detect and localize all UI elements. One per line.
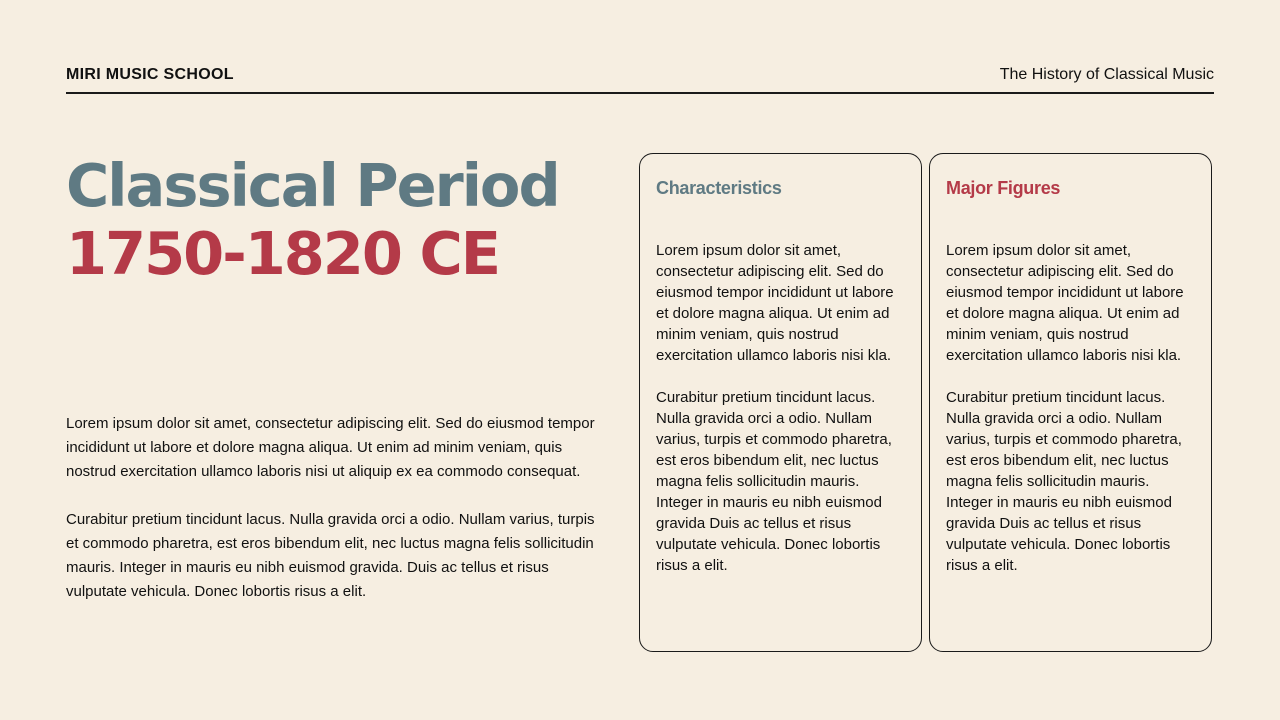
card-paragraph: Curabitur pretium tincidunt lacus. Nulla gravida orci a odio. Nullam varius, turpis et commodo pharetra, est eros bibendum elit, nec luctus magna felis sollicitudin mauris. Integer in mauris eu nibh euismod gravida Duis ac tellus et risus vulputate vehicula. Donec lobortis risus a elit. — [656, 389, 892, 574]
major-figures-card — [929, 153, 1212, 652]
characteristics-card-body — [656, 240, 905, 576]
slide-title — [66, 152, 626, 288]
intro-text — [66, 412, 606, 628]
slide-header — [66, 64, 1214, 94]
intro-paragraph: Lorem ipsum dolor sit amet, consectetur adipiscing elit. Sed do eiusmod tempor incididunt ut labore et dolore magna aliqua. Ut enim ad minim veniam, quis nostrud exercitation ullamco laboris nisi ut aliquip ex ea commodo consequat. — [66, 415, 595, 480]
major-figures-card-body — [946, 240, 1195, 576]
school-name: MIRI MUSIC SCHOOL — [66, 66, 234, 83]
card-paragraph: Lorem ipsum dolor sit amet, consectetur adipiscing elit. Sed do eiusmod tempor incididunt ut labore et dolore magna aliqua. Ut enim ad minim veniam, quis nostrud exercitation ullamco laboris nisi kla. — [946, 242, 1184, 364]
intro-paragraph: Curabitur pretium tincidunt lacus. Nulla gravida orci a odio. Nullam varius, turpis et commodo pharetra, est eros bibendum elit, nec luctus magna felis sollicitudin mauris. Integer in mauris eu nibh euismod gravida. Duis ac tellus et risus vulputate vehicula. Donec lobortis risus a elit. — [66, 511, 595, 600]
characteristics-card-title: Characteristics — [656, 178, 782, 198]
title-period-name: Classical Period — [66, 151, 559, 220]
title-date-range: 1750-1820 CE — [66, 219, 500, 288]
card-paragraph: Curabitur pretium tincidunt lacus. Nulla gravida orci a odio. Nullam varius, turpis et commodo pharetra, est eros bibendum elit, nec luctus magna felis sollicitudin mauris. Integer in mauris eu nibh euismod gravida Duis ac tellus et risus vulputate vehicula. Donec lobortis risus a elit. — [946, 389, 1182, 574]
card-paragraph: Lorem ipsum dolor sit amet, consectetur adipiscing elit. Sed do eiusmod tempor incididunt ut labore et dolore magna aliqua. Ut enim ad minim veniam, quis nostrud exercitation ullamco laboris nisi kla. — [656, 242, 894, 364]
major-figures-card-title: Major Figures — [946, 178, 1061, 198]
characteristics-card — [639, 153, 922, 652]
presentation-subject: The History of Classical Music — [999, 66, 1214, 83]
